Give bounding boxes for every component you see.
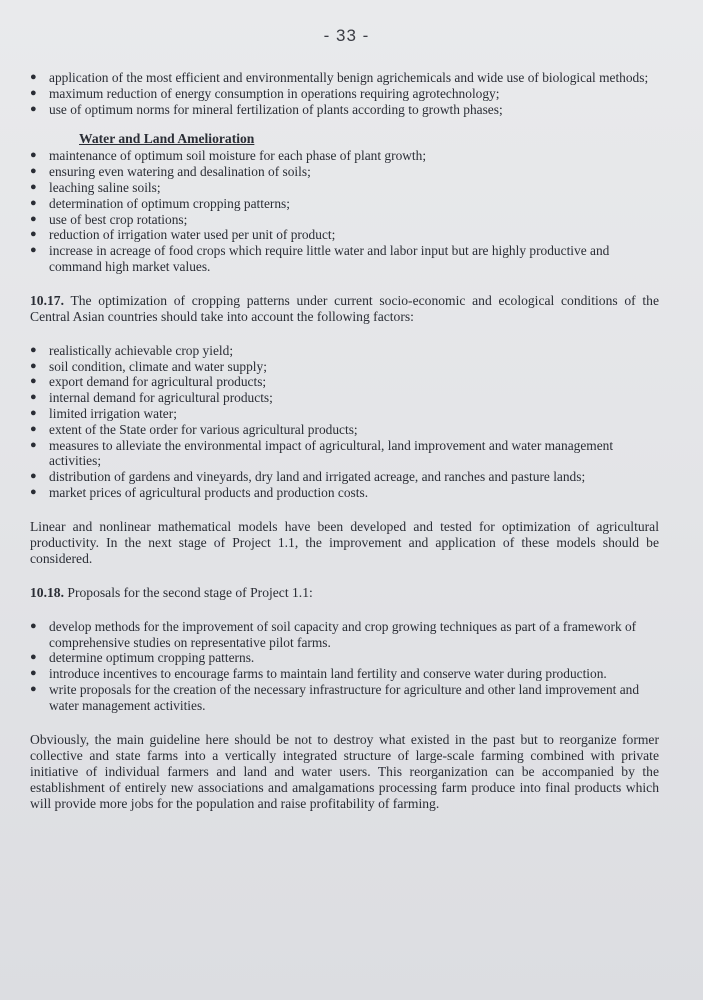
list-item: ● measures to alleviate the environmental impact of agricultural, land improvement and water management activities; [30,437,614,469]
bullet-icon: ● [30,228,37,241]
bullet-icon: ● [30,391,37,404]
list-item: ● application of the most efficient and environmentally benign agrichemicals and wide use of biological methods; [30,70,649,85]
bullet-icon: ● [30,619,37,632]
page-number: - 33 - [323,26,370,45]
bullet-icon: ● [30,165,37,178]
list-item: ● reduction of irrigation water used per unit of product; [30,227,336,243]
bullet-icon: ● [30,244,37,257]
list-factors [30,343,659,501]
bullet-icon: ● [30,180,37,193]
list-item: ● realistically achievable crop yield; [30,342,234,358]
paragraph-10-18: 10.18. Proposals for the second stage of Project 1.1: [30,584,313,600]
list-item: ● introduce incentives to encourage farms to maintain land fertility and conserve water during production. [30,666,607,682]
list-item: ● use of best crop rotations; [30,211,188,227]
paragraph-number: 10.18. [30,584,64,600]
bullet-icon: ● [30,102,37,115]
section-heading: Water and Land Amelioration [79,131,255,147]
bullet-icon: ● [30,470,37,483]
list-item: ● determination of optimum cropping patterns; [30,195,290,211]
list-water-land [30,148,659,274]
list-item: ● maintenance of optimum soil moisture for each phase of plant growth; [30,148,427,164]
bullet-icon: ● [30,343,37,356]
bullet-icon: ● [30,667,37,680]
bullet-icon: ● [30,485,37,498]
list-item: ● distribution of gardens and vineyards, dry land and irrigated acreage, and ranches and pasture lands; [30,469,586,485]
bullet-icon: ● [30,422,37,435]
list-item: ● write proposals for the creation of the necessary infrastructure for agriculture and other land improvement and water management activities. [30,681,640,713]
list-item: ● market prices of agricultural products and production costs. [30,484,369,500]
list-item: ● leaching saline soils; [30,179,161,195]
bullet-icon: ● [30,149,37,162]
list-item: ● maximum reduction of energy consumption in operations requiring agrotechnology; [30,85,500,101]
list-agrotech [30,70,659,117]
paragraph-models: Linear and nonlinear mathematical models have been developed and tested for optimization of agricultural productivity. In the next stage of Project 1.1, the improvement and application of these models should be considered. [30,518,659,566]
list-item: ● extent of the State order for various agricultural products; [30,421,358,437]
bullet-icon: ● [30,212,37,225]
bullet-icon: ● [30,359,37,372]
bullet-icon: ● [30,71,37,83]
bullet-icon: ● [30,196,37,209]
list-item: ● export demand for agricultural products; [30,374,267,390]
list-item: ● determine optimum cropping patterns. [30,650,255,666]
list-item: ● increase in acreage of food crops which require little water and labor input but are highly productive and command high market values. [30,243,610,274]
bullet-icon: ● [30,651,37,664]
bullet-icon: ● [30,406,37,419]
list-item: ● ensuring even watering and desalination of soils; [30,164,311,180]
bullet-icon: ● [30,375,37,388]
list-item: ● develop methods for the improvement of soil capacity and crop growing techniques as part of a framework of comprehensive studies on representative pilot farms. [30,618,637,650]
paragraph-10-17: 10.17. The optimization of cropping patterns under current socio-economic and ecological conditions of the Central Asian countries should take into account the following factors: [30,292,659,324]
list-proposals [30,619,659,714]
paragraph-number: 10.17. [30,292,64,308]
bullet-icon: ● [30,86,37,99]
list-item: ● use of optimum norms for mineral fertilization of plants according to growth phases; [30,101,503,117]
list-item: ● limited irrigation water; [30,405,177,421]
bullet-icon: ● [30,438,37,451]
bullet-icon: ● [30,682,37,695]
list-item: ● soil condition, climate and water supply; [30,358,267,374]
paragraph-final: Obviously, the main guideline here should be not to destroy what existed in the past but to reorganize former collective and state farms into a vertically integrated structure of large-scale farming combined with private initiative of individual farmers and land and water users. This reorganization can be accompanied by the establishment of entirely new associations and amalgamations processing farm produce into final products which will provide more jobs for the population and raise profitability of farming. [30,731,659,811]
list-item: ● internal demand for agricultural products; [30,390,273,406]
